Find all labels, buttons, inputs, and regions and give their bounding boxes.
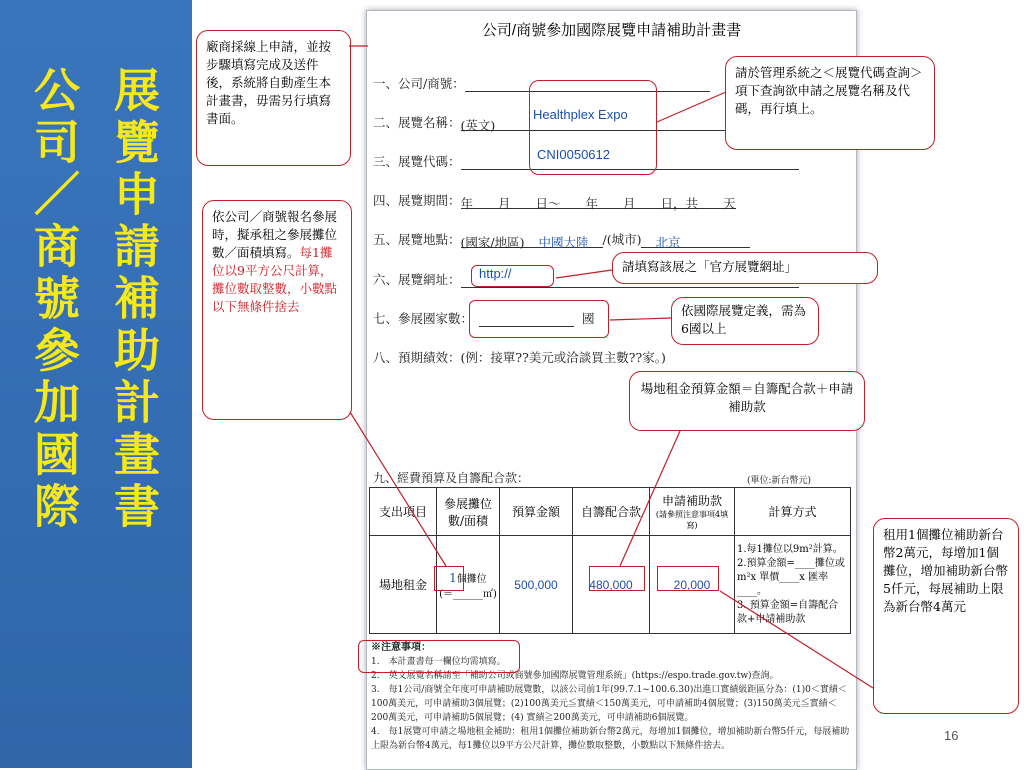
subsidy-highlight [657,566,719,591]
cell-self-funding: 480,000 [573,536,650,634]
row-company: 一、公司/商號： [373,74,710,92]
cell-budget-amount: 500,000 [500,536,573,634]
header-method: 計算方式 [735,488,851,536]
header-subsidy: 申請補助款 (請參照注意事項4填寫) [650,488,735,536]
row-expo-name: 二、展覽名稱：(英文) [373,113,795,131]
page-number: 16 [944,728,959,743]
callout-online-application: 廠商採線上申請，並按步驟填寫完成及送件後，系統將自動產生本計畫書，毋需另行填寫書面。 [196,30,351,166]
budget-unit: (單位:新台幣元) [747,476,812,486]
callout-budget-formula: 場地租金預算金額＝自籌配合款＋申請補助款 [629,371,865,431]
slide-title-line-2: 公司／商號參加國際 [27,66,81,534]
row-expo-code: 三、展覽代碼： [373,152,799,170]
row-expo-url: 六、展覽網址： [373,270,799,288]
header-booths: 參展攤位數/面積 [437,488,500,536]
callout-booths: 依公司／商號報名參展時，擬承租之參展攤位數／面積填寫。每1攤位以9平方公尺計算，攤位數取整數，小數點以下無條件捨去 [202,200,352,420]
expo-name-code-highlight [529,80,657,175]
budget-table [369,487,851,634]
callout-expo-code: 請於管理系統之＜展覽代碼查詢＞項下查詢欲申請之展覽名稱及代碼，再行填上。 [725,56,935,150]
header-item: 支出項目 [370,488,437,536]
callout-official-url: 請填寫該展之「官方展覽網址」 [612,252,878,284]
callout-subsidy-rule: 租用1個攤位補助新台幣2萬元，每增加1個攤位，增加補助新台幣5仟元，每展補助上限為新台幣4萬元 [873,518,1019,714]
left-title-bar [0,0,192,768]
header-budget: 預算金額 [500,488,573,536]
url-highlight [471,265,554,287]
self-funding-highlight [589,566,645,591]
header-self-funding: 自籌配合款 [573,488,650,536]
cell-subsidy: 20,000 [650,536,735,634]
expo-name-value: Healthplex Expo [533,107,628,122]
row-expo-location: 五、展覽地點：(國家/地區) 中國大陸 /(城市) 北京 [373,230,750,248]
row-performance: 八、預期績效：(例：接單??美元或洽談買主數??家。) [373,350,666,365]
callout-country-count: 依國際展覽定義，需為6國以上 [671,297,819,345]
note-item: 1. 本計畫書每一欄位均需填寫。 [371,657,506,667]
cell-item: 場地租金 [370,536,437,634]
notes-highlight [358,640,520,673]
cell-method: 1.每1攤位以9m²計算。 2.預算金額=____攤位或m²x 單價____x 匯率____。 3. 預算金額=自籌配合款+申請補助款 [735,536,851,634]
expo-url-value: http:// [479,266,512,281]
notes-title: ※注意事項： [371,642,431,653]
note-item: 2. 英文展覽名稱請至「補助公司或商號參加國際展覽管理系統」(https://espo.trade.gov.tw)查詢。 [371,671,779,681]
note-item: 3. 每1公司/商號全年度可申請補助展覽數，以該公司前1年(99.7.1~100.6.30)出進口實績級距區分為：(1)0＜實績＜100萬美元，可申請補助3個展覽；(2)100萬美元≦實績＜150萬美元，可申請補助4個展覽；(3)150萬美元≦實績＜200萬美元，可申請補助5個展覽；(4) 實績≧200萬美元，可申請補助6個展覽。 [371,685,847,723]
note-item: 4. 每1展覽可申請之場地租金補助：租用1個攤位補助新台幣2萬元，每增加1個攤位，增加補助新台幣5仟元，每展補助上限為新台幣4萬元，每1攤位以9平方公尺計算，攤位數取整數，小數點以下無條件捨去。 [371,727,850,751]
slide-title-line-1: 展覽申請補助計畫書 [107,66,161,534]
expo-code-value: CNI0050612 [537,147,610,162]
booths-highlight [434,566,464,591]
budget-heading: 九、經費預算及自籌配合款： [373,471,530,485]
countries-highlight [469,300,609,338]
cell-booths: 1個攤位 (＝______㎡) [437,536,500,634]
row-countries: 七、參展國家數： 國 [373,311,595,326]
row-expo-period: 四、展覽期間：年 月 日～ 年 月 日，共 天 [373,193,736,211]
document-title: 公司/商號參加國際展覽申請補助計畫書 [481,22,742,39]
